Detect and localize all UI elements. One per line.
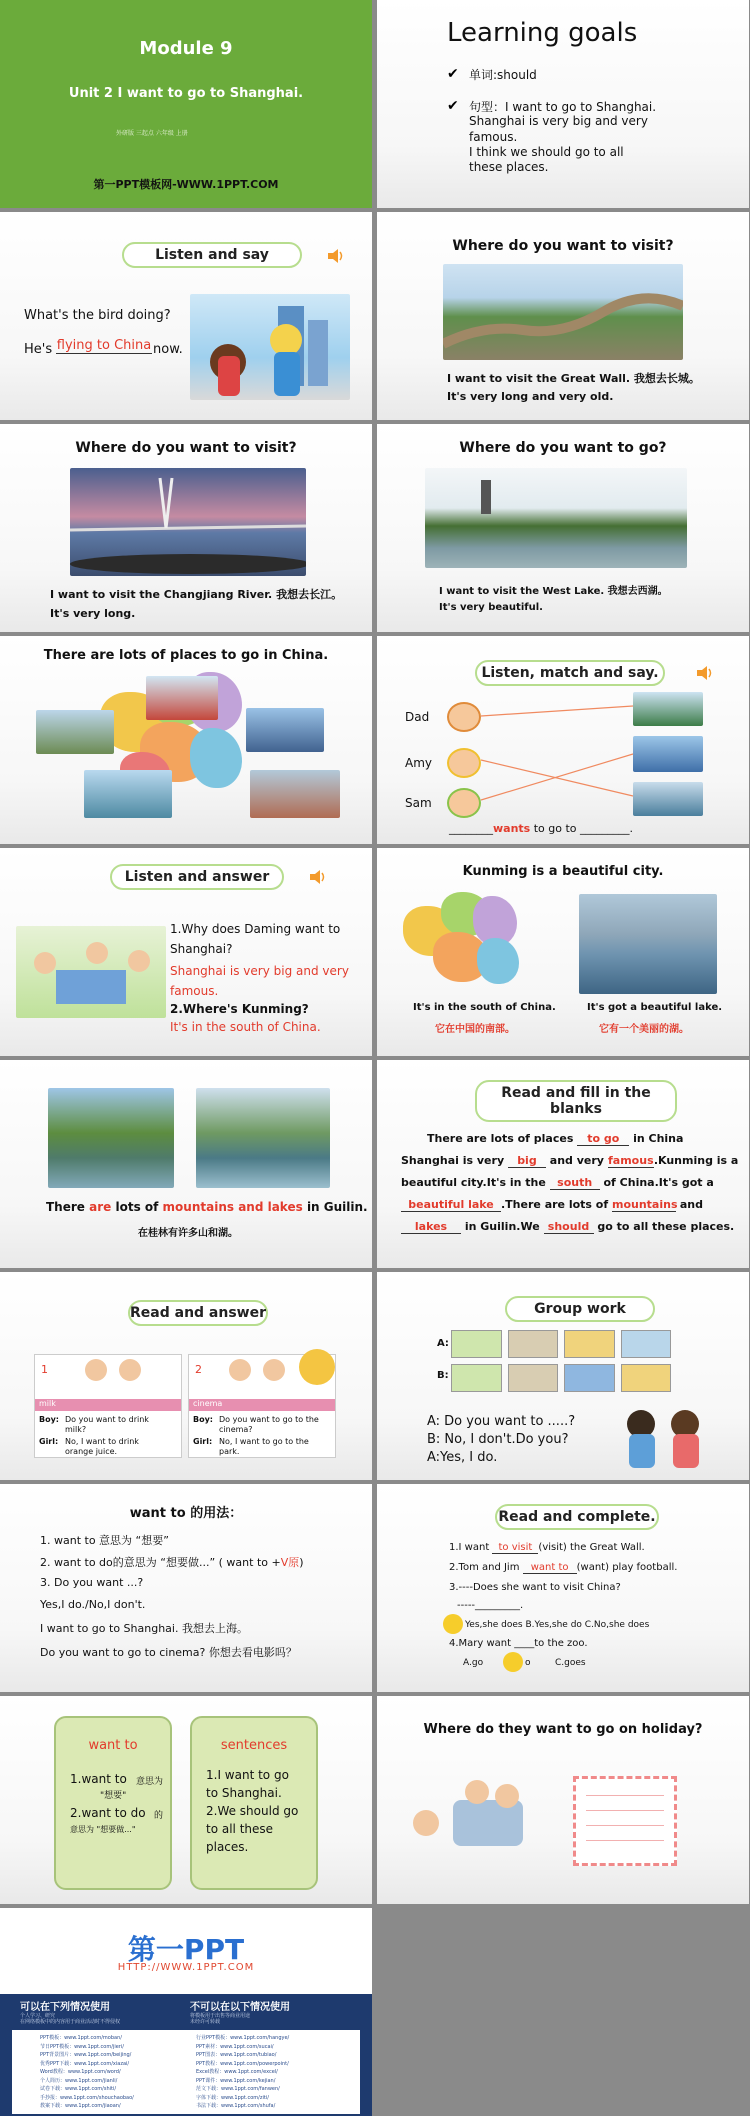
guilin-zh: 在桂林有许多山和湖。 bbox=[138, 1228, 238, 1239]
place-photo-2 bbox=[146, 676, 218, 720]
rc-q4-c: C.goes bbox=[555, 1658, 586, 1668]
slide-group-work bbox=[377, 1272, 749, 1480]
read-answer-pill: Read and answer bbox=[128, 1300, 268, 1326]
module-title: Module 9 bbox=[139, 38, 233, 59]
link-item[interactable]: 教案下载：www.1ppt.com/jiaoan/ bbox=[40, 2103, 121, 2109]
link-item[interactable]: PPT素材：www.1ppt.com/sucai/ bbox=[196, 2043, 274, 2050]
name-dad: Dad bbox=[405, 710, 430, 724]
kunming-left-zh: 它在中国的南部。 bbox=[435, 1024, 515, 1035]
speaker-icon[interactable] bbox=[308, 868, 326, 886]
match-sentence-post: to go to bbox=[533, 822, 577, 835]
guilin-are: are bbox=[89, 1200, 112, 1214]
goal-sentence-1: 句型：I want to go to Shanghai. bbox=[469, 100, 657, 114]
family-cartoon bbox=[16, 926, 166, 1018]
summary-right-head: sentences bbox=[220, 1738, 288, 1753]
summary-left-scroll: want to 1.want to 意思为 "想要" 2.want to do 的 意思为 "想要做..." bbox=[54, 1716, 172, 1890]
fill-blank-to-go: to go bbox=[577, 1132, 629, 1146]
can-use-head: 可以在下列情况使用 bbox=[20, 2002, 110, 2013]
guilin-mid: lots of bbox=[115, 1200, 159, 1214]
links-right bbox=[196, 2034, 289, 2111]
listen-match-pill: Listen, match and say. bbox=[475, 660, 665, 686]
changjiang-line2: It's very long. bbox=[50, 607, 136, 620]
fill-blank-south: south bbox=[550, 1176, 600, 1190]
west-lake-photo bbox=[425, 468, 687, 568]
speaker-icon[interactable] bbox=[326, 247, 344, 265]
link-item[interactable]: 优秀PPT下载：www.1ppt.com/xiazai/ bbox=[40, 2060, 130, 2067]
holiday-cartoon bbox=[413, 1776, 533, 1866]
fill-line-2: Shanghai is very big and very famous.Kunming is a bbox=[401, 1154, 739, 1167]
slide-heading: Where do you want to visit? bbox=[75, 440, 297, 456]
link-item[interactable]: PPT课件：www.1ppt.com/kejian/ bbox=[196, 2077, 276, 2084]
card-2: 2 cinema Boy: Do you want to go to the cinema? Girl: No, I want to go to the park. bbox=[188, 1354, 336, 1458]
link-item[interactable]: Excel教程：www.1ppt.com/excel/ bbox=[196, 2069, 278, 2075]
read-fill-pill: Read and fill in the blanks bbox=[475, 1080, 677, 1122]
usage-1: 1. want to 意思为 “想要” bbox=[40, 1534, 169, 1547]
link-item[interactable]: 书法下载：www.1ppt.com/shufa/ bbox=[196, 2103, 276, 2109]
answer-blank: flying to China bbox=[56, 338, 152, 353]
fill-blank-mountains: mountains bbox=[611, 1198, 678, 1211]
card-num: 2 bbox=[195, 1363, 202, 1376]
dialog-2: B: No, I don't.Do you? bbox=[427, 1432, 569, 1447]
slide-holiday bbox=[377, 1696, 749, 1904]
goal-sentence-5: these places. bbox=[469, 160, 549, 174]
row-b-icons bbox=[451, 1364, 671, 1392]
answer-pre: He's bbox=[24, 342, 53, 357]
usage-2: 2. want to do的意思为 “想要做...” ( want to +V原) bbox=[40, 1556, 304, 1569]
footer-band: 可以在下列情况使用 不可以在以下情况使用 个人学习、研究 在网络模板中的内容用于商业活动时不得侵权 将模板用于出售等商业用途 未经许可转载 bbox=[0, 1994, 372, 2116]
summary-right-scroll: sentences 1.I want to go to Shanghai. 2.We should go to all these places. bbox=[190, 1716, 318, 1890]
cannot-use-head: 不可以在以下情况使用 bbox=[190, 2002, 290, 2013]
link-item[interactable]: 范文下载：www.1ppt.com/fanwen/ bbox=[196, 2086, 280, 2092]
link-item[interactable]: 手抄报：www.1ppt.com/shouchaobao/ bbox=[40, 2094, 134, 2101]
guilin-ml: mountains and lakes bbox=[162, 1200, 303, 1214]
learning-goals-title: Learning goals bbox=[447, 18, 638, 48]
answer-post: now. bbox=[153, 342, 183, 357]
slide-places-china bbox=[0, 636, 372, 844]
slide-heading: Where do they want to go on holiday? bbox=[423, 1722, 703, 1737]
goal-sentence-2: Shanghai is very big and very bbox=[469, 114, 648, 128]
kunming-lake-photo bbox=[579, 894, 717, 994]
slide-summary bbox=[0, 1696, 372, 1904]
rc-q3b: -----_________. bbox=[457, 1600, 524, 1611]
slide-want-to-usage bbox=[0, 1484, 372, 1692]
name-sam: Sam bbox=[405, 796, 432, 810]
slide-read-fill bbox=[377, 1060, 749, 1268]
logo-url[interactable]: HTTP://WWW.1PPT.COM bbox=[117, 1962, 255, 1973]
row-a-icons bbox=[451, 1330, 671, 1358]
west-lake-line1: I want to visit the West Lake. 我想去西湖。 bbox=[439, 586, 668, 597]
q2: 2.Where's Kunming? bbox=[170, 1002, 309, 1016]
slide-listen-say bbox=[0, 212, 372, 420]
rc-q3: 3.----Does she want to visit China? bbox=[449, 1582, 621, 1593]
rc-blank-1: to visit bbox=[492, 1542, 538, 1554]
row-a-label: A: bbox=[437, 1338, 449, 1349]
match-photo-1 bbox=[633, 692, 703, 726]
west-lake-line2: It's very beautiful. bbox=[439, 602, 543, 613]
slide-heading: Kunming is a beautiful city. bbox=[462, 864, 664, 879]
link-item[interactable]: PPT图表：www.1ppt.com/tubiao/ bbox=[196, 2052, 277, 2058]
rc-blank-2: want to bbox=[523, 1562, 577, 1574]
slide-footer bbox=[0, 1908, 372, 2116]
group-work-pill: Group work bbox=[505, 1296, 655, 1322]
slide-learning-goals bbox=[377, 0, 749, 208]
q1b: Shanghai? bbox=[170, 942, 233, 956]
kids-cartoon bbox=[621, 1406, 717, 1470]
china-map-small bbox=[403, 892, 523, 988]
fill-line-5: lakes in Guilin.We should go to all these places. bbox=[401, 1220, 734, 1234]
check-icon: ✔ bbox=[447, 98, 459, 114]
slide-heading: There are lots of places to go in China. bbox=[43, 648, 329, 663]
changjiang-line1: I want to visit the Changjiang River. 我想去长江。 bbox=[50, 588, 343, 601]
guilin-pre: There bbox=[46, 1200, 85, 1214]
q1a: 1.Why does Daming want to bbox=[170, 922, 341, 936]
goal-sentence-3: famous. bbox=[469, 130, 518, 144]
link-item[interactable]: PPT背景图片：www.1ppt.com/beijing/ bbox=[40, 2052, 132, 2058]
a2: It's in the south of China. bbox=[170, 1020, 321, 1034]
site-label: 第一PPT模板网-WWW.1PPT.COM bbox=[93, 178, 279, 191]
usage-v: V原 bbox=[280, 1556, 300, 1569]
slide-heading: Where do you want to visit? bbox=[452, 238, 674, 254]
link-item[interactable]: 字体下载：www.1ppt.com/ziti/ bbox=[196, 2094, 269, 2101]
rc-q4-a: A.go bbox=[463, 1658, 484, 1668]
goal-sentence-4: I think we should go to all bbox=[469, 145, 624, 159]
usage-4: Yes,I do./No,I don't. bbox=[40, 1598, 146, 1611]
card-1: 1 milk Boy: Do you want to drink milk? Girl: No, I want to drink orange juice. bbox=[34, 1354, 182, 1458]
rc-q3-options: Yes,she does B.Yes,she do C.No,she does bbox=[465, 1620, 650, 1630]
check-icon: ✔ bbox=[447, 66, 459, 82]
link-item[interactable]: 个人简历：www.1ppt.com/jianli/ bbox=[40, 2077, 118, 2084]
edition-label: 外研版 三起点 六年级 上册 bbox=[116, 130, 188, 137]
fill-blank-lakes: lakes bbox=[401, 1220, 461, 1234]
match-sentence: ________wants to go to _________. bbox=[449, 822, 634, 835]
usage-title: want to 的用法： bbox=[129, 1506, 243, 1521]
smiley-icon bbox=[503, 1652, 523, 1672]
great-wall-line2: It's very long and very old. bbox=[447, 390, 614, 403]
rc-q2: 2.Tom and Jim want to (want) play football. bbox=[449, 1562, 678, 1573]
fill-blank-should: should bbox=[544, 1220, 594, 1234]
guilin-post: in Guilin. bbox=[306, 1200, 368, 1214]
question-text: What's the bird doing? bbox=[24, 308, 171, 323]
guilin-photo-1 bbox=[48, 1088, 174, 1188]
place-photo-3 bbox=[246, 708, 324, 752]
fill-blank-beautiful-lake: beautiful lake bbox=[401, 1198, 501, 1212]
slide-read-answer bbox=[0, 1272, 372, 1480]
usage-5: I want to go to Shanghai. 我想去上海。 bbox=[40, 1622, 248, 1635]
unit-title: Unit 2 I want to go to Shanghai. bbox=[68, 86, 304, 101]
listen-say-pill: Listen and say bbox=[122, 242, 302, 268]
dialog-3: A:Yes, I do. bbox=[427, 1450, 498, 1465]
card-tag: milk bbox=[35, 1399, 181, 1411]
a1a: Shanghai is very big and very bbox=[170, 964, 349, 978]
fill-blank-big: big bbox=[508, 1154, 546, 1168]
guilin-photo-2 bbox=[196, 1088, 330, 1188]
changjiang-photo bbox=[70, 468, 306, 576]
smiley-icon bbox=[443, 1614, 463, 1634]
fill-line-1: There are lots of places to go in China bbox=[427, 1132, 684, 1145]
rc-q4: 4.Mary want ____to the zoo. bbox=[449, 1638, 588, 1649]
link-item[interactable]: PPT教程：www.1ppt.com/powerpoint/ bbox=[196, 2060, 289, 2067]
match-blank: wants bbox=[493, 822, 531, 835]
link-item[interactable]: 节日PPT模板：www.1ppt.com/jieri/ bbox=[40, 2043, 124, 2050]
cartoon-image bbox=[190, 294, 350, 400]
slide-west-lake bbox=[377, 424, 749, 632]
great-wall-line1: I want to visit the Great Wall. 我想去长城。 bbox=[447, 372, 700, 385]
usage-3: 3. Do you want ...? bbox=[40, 1576, 144, 1589]
links-left bbox=[40, 2034, 134, 2111]
kunming-left-en: It's in the south of China. bbox=[413, 1002, 556, 1013]
slide-title bbox=[0, 0, 372, 208]
place-photo-1 bbox=[36, 710, 114, 754]
fill-line-3: beautiful city.It's in the south of China.It's got a bbox=[401, 1176, 714, 1189]
slide-great-wall bbox=[377, 212, 749, 420]
card-tag: cinema bbox=[189, 1399, 335, 1411]
logo-cn: 第一 bbox=[127, 1933, 184, 1966]
link-item[interactable]: 试卷下载：www.1ppt.com/shiti/ bbox=[40, 2086, 117, 2092]
match-photo-3 bbox=[633, 782, 703, 816]
slide-read-complete bbox=[377, 1484, 749, 1692]
fill-line-4: beautiful lake .There are lots of mountains and bbox=[401, 1198, 703, 1212]
link-item[interactable]: PPT模板：www.1ppt.com/moban/ bbox=[40, 2035, 122, 2041]
match-photo-2 bbox=[633, 736, 703, 772]
rc-q1: 1.I want to visit (visit) the Great Wall. bbox=[449, 1542, 645, 1553]
read-complete-pill: Read and complete. bbox=[495, 1504, 659, 1530]
logo-en: PPT bbox=[183, 1933, 245, 1966]
a1b: famous. bbox=[170, 984, 219, 998]
slide-guilin bbox=[0, 1060, 372, 1268]
name-amy: Amy bbox=[405, 756, 432, 770]
note-paper bbox=[573, 1776, 677, 1866]
goal-word: 单词:should bbox=[469, 68, 537, 82]
kunming-right-en: It's got a beautiful lake. bbox=[587, 1002, 723, 1013]
slide-listen-answer bbox=[0, 848, 372, 1056]
kunming-right-zh: 它有一个美丽的湖。 bbox=[599, 1024, 689, 1035]
fill-blank-famous: famous bbox=[608, 1154, 654, 1167]
link-item[interactable]: 行业PPT模板：www.1ppt.com/hangye/ bbox=[196, 2035, 290, 2041]
place-photo-5 bbox=[250, 770, 340, 818]
link-item[interactable]: Word教程：www.1ppt.com/word/ bbox=[40, 2069, 121, 2075]
guilin-sentence bbox=[46, 1200, 368, 1214]
slide-changjiang bbox=[0, 424, 372, 632]
row-b-label: B: bbox=[437, 1370, 449, 1381]
dialog-1: A: Do you want to .....? bbox=[427, 1414, 576, 1429]
rc-q4-b: o bbox=[525, 1658, 531, 1668]
usage-6: Do you want to go to cinema? 你想去看电影吗？ bbox=[40, 1646, 297, 1659]
slide-listen-match bbox=[377, 636, 749, 844]
slide-kunming bbox=[377, 848, 749, 1056]
summary-left-head: want to bbox=[88, 1738, 138, 1753]
place-photo-4 bbox=[84, 770, 172, 818]
answer-fill bbox=[56, 338, 152, 354]
card-num: 1 bbox=[41, 1363, 48, 1376]
listen-answer-pill: Listen and answer bbox=[110, 864, 284, 890]
great-wall-photo bbox=[443, 264, 683, 360]
slide-heading: Where do you want to go? bbox=[459, 440, 667, 456]
